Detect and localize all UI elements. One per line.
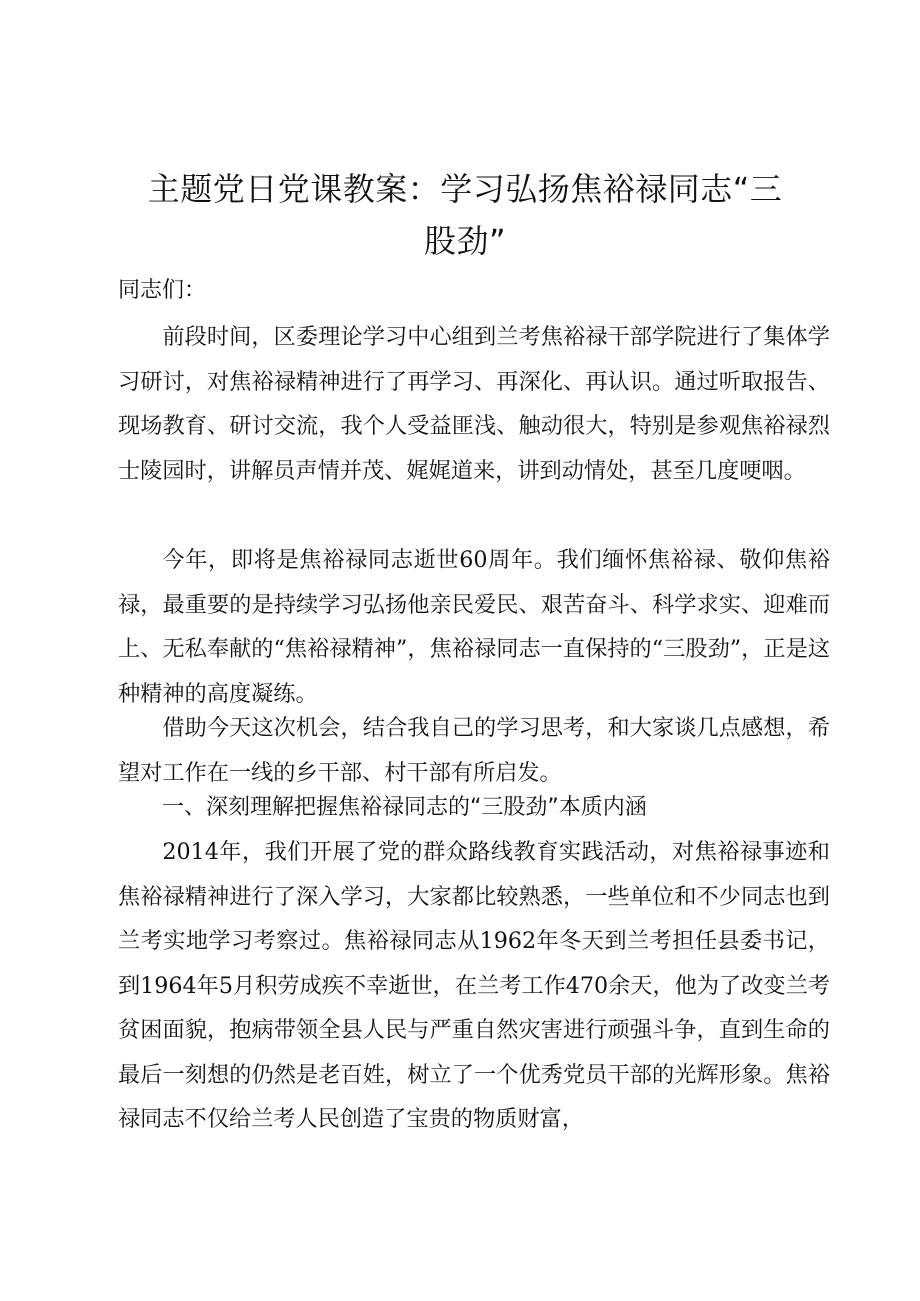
document-title-line-1: 主题党日党课教案：学习弘扬焦裕禄同志“三 xyxy=(147,170,783,208)
paragraph-2: 今年，即将是焦裕禄同志逝世60周年。我们缅怀焦裕禄、敬仰焦裕禄，最重要的是持续学习弘扬他亲民爱民、艰苦奋斗、科学求实、迎难而上、无私奉献的“焦裕禄精神”，焦裕禄同志一直保持的“三股劲”，正是这种精神的高度凝练。 xyxy=(118,547,830,707)
section-paragraph: 2014年，我们开展了党的群众路线教育实践活动，对焦裕禄事迹和焦裕禄精神进行了深入学习，大家都比较熟悉，一些单位和不少同志也到兰考实地学习考察过。焦裕禄同志从1962年冬天到兰考担任县委书记，到1964年5月积劳成疾不幸逝世，在兰考工作470余天，他为了改变兰考贫困面貌，抱病带领全县人民与严重自然灾害进行顽强斗争，直到生命的最后一刻想的仍然是老百姓，树立了一个优秀党员干部的光辉形象。焦裕禄同志不仅给兰考人民创造了宝贵的物质财富， xyxy=(118,839,830,1132)
greeting: 同志们： xyxy=(118,278,207,303)
document-title-line-2: 股劲” xyxy=(423,222,507,260)
paragraph-3: 借助今天这次机会，结合我自己的学习思考，和大家谈几点感想，希望对工作在一线的乡干部、村干部有所启发。 xyxy=(118,715,830,786)
paragraph-1: 前段时间，区委理论学习中心组到兰考焦裕禄干部学院进行了集体学习研讨，对焦裕禄精神进行了再学习、再深化、再认识。通过听取报告、现场教育、研讨交流，我个人受益匪浅、触动很大，特别是参观焦裕禄烈士陵园时，讲解员声情并茂、娓娓道来，讲到动情处，甚至几度哽咽。 xyxy=(118,324,830,484)
section-heading: 一、深刻理解把握焦裕禄同志的“三股劲”本质内涵 xyxy=(162,795,647,820)
